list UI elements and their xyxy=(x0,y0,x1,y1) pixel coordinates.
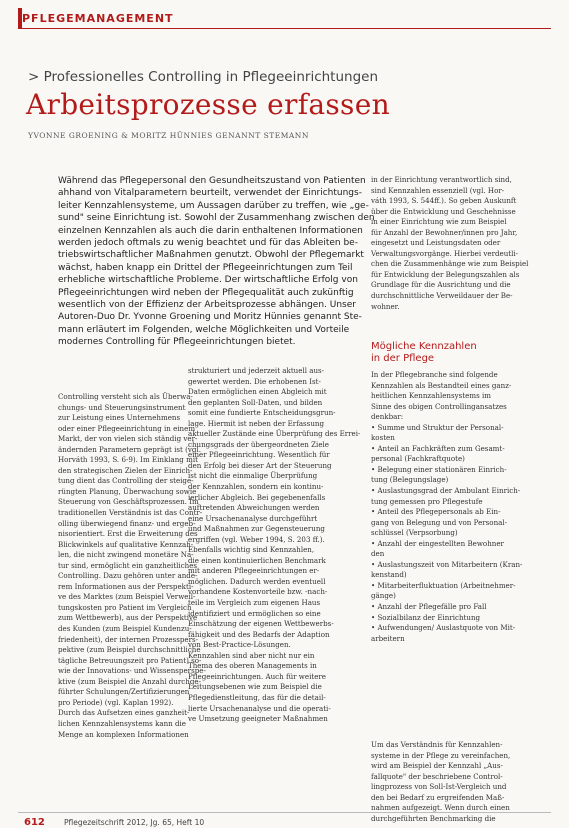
col3c-line: fallquote" der beschriebene Control- xyxy=(371,771,503,781)
col2-line: teile im Vergleich zum eigenen Haus xyxy=(188,598,321,608)
col2-line: fähigkeit und des Bedarfs der Adaption xyxy=(188,629,330,639)
col3a-line: sind Kennzahlen essenziell (vgl. Hor- xyxy=(371,185,505,195)
col3b-line: • Anteil des Pflegepersonals ab Ein- xyxy=(371,507,501,517)
col1-line: len, die nicht zwingend monetäre Na- xyxy=(58,550,194,560)
col1-line: friedenheit), der internen Prozesspers- xyxy=(58,634,199,644)
col3b-line: • Anteil an Fachkräften zum Gesamt- xyxy=(371,443,505,453)
col1-line: Controlling. Dazu gehören unter ande- xyxy=(58,571,198,581)
col2-line: ve Umsetzung geeigneter Maßnahmen xyxy=(188,714,328,724)
col3a-line: für Entwicklung der Belegungszahlen als xyxy=(371,269,520,279)
col3b-line: • Summe und Struktur der Personal- xyxy=(371,422,504,432)
col2-line: chungsgrads der übergeordneten Ziele xyxy=(188,439,329,449)
body-column-3-top xyxy=(371,175,529,312)
col1-line: oder einer Pflegeeinrichtung in einem xyxy=(58,423,196,433)
lead-line: sund" seine Einrichtung ist. Sowohl der Zusammenhang zwischen den xyxy=(58,213,375,224)
col1-line: chungs- und Steuerungsinstrument xyxy=(58,402,186,412)
col2-line: lierte Ursachenanalyse und die operati- xyxy=(188,703,331,713)
col1-line: des Kunden (zum Beispiel Kundenzu- xyxy=(58,624,192,634)
col2-line: ierlicher Abgleich. Bei gegebenenfalls xyxy=(188,492,326,502)
col1-line: Horváth 1993, S. 6-9). Im Einklang mit xyxy=(58,455,198,465)
col3b-line: • Anzahl der eingestellten Bewohner xyxy=(371,538,504,548)
col3b-line: • Mitarbeiterfluktuation (Arbeitnehmer- xyxy=(371,580,516,590)
col3a-line: in der Einrichtung verantwortlich sind, xyxy=(371,175,512,184)
article-authors: YVONNE GROENING & MORITZ HÜNNIES GENANNT STEMANN xyxy=(28,131,309,140)
col3b-line: tung gemessen pro Pflegestufe xyxy=(371,496,483,506)
heading-line: in der Pflege xyxy=(371,353,435,364)
col1-line: ve des Marktes (zum Beispiel Verweil- xyxy=(58,592,196,602)
col1-line: pektive (zum Beispiel durchschnittliche xyxy=(58,645,201,655)
col2-line: mit anderen Pflegeeinrichtungen er- xyxy=(188,566,320,576)
col3c-line: nahmen aufgezeigt. Wenn durch einen xyxy=(371,803,510,813)
col3b-line: • Sozialbilanz der Einrichtung xyxy=(371,612,481,622)
col1-line: Menge an komplexen Informationen xyxy=(58,729,189,739)
col2-line: Einschätzung der eigenen Wettbewerbs- xyxy=(188,619,334,629)
col3c-line: lingprozess von Soll-Ist-Vergleich und xyxy=(371,782,507,792)
body-column-1 xyxy=(58,392,206,740)
col3b-line: kenstand) xyxy=(371,570,407,580)
col1-line: tägliche Betreuungszeit pro Patient) so- xyxy=(58,655,202,665)
col3a-line: für Anzahl der Bewohner/innen pro Jahr, xyxy=(371,227,518,237)
article-subhead: > Professionelles Controlling in Pflegeeinrichtungen xyxy=(28,69,379,85)
col1-line: lichen Kennzahlensystems kann die xyxy=(58,718,187,728)
col3a-line: chen die Zusammenhänge wie zum Beispiel xyxy=(371,259,529,269)
lead-line: werden jedoch oftmals zu wenig beachtet und für das Ableiten be- xyxy=(58,238,358,249)
col1-line: Blickwinkels auf qualitative Kennzah- xyxy=(58,539,194,549)
col2-line: Kennzahlen sind aber nicht nur ein xyxy=(188,650,315,660)
lead-line: Während das Pflegepersonal den Gesundheitszustand von Patienten xyxy=(58,176,366,186)
col3b-line: • Belegung einer stationären Einrich- xyxy=(371,464,507,474)
col3b-line: Sinne des obigen Controllingansatzes xyxy=(371,401,507,411)
col3a-line: wohner. xyxy=(371,301,400,311)
col3b-line: Kennzahlen als Bestandteil eines ganz- xyxy=(371,380,512,390)
body-column-2 xyxy=(188,366,361,725)
col3b-line: tung (Belegungslage) xyxy=(371,475,449,485)
col2-line: vorhandene Kostenvorteile bzw. -nach- xyxy=(188,587,328,597)
lead-line: modernes Controlling für Pflegeeinrichtungen bietet. xyxy=(58,337,296,348)
col3c-line: wird am Beispiel der Kennzahl „Aus- xyxy=(371,761,503,771)
col1-line: wie der Innovations- und Wissensperspe- xyxy=(58,666,206,676)
col3c-line: systeme in der Pflege zu vereinfachen, xyxy=(371,750,511,760)
rubric-divider xyxy=(18,28,551,29)
col3b-line: gänge) xyxy=(371,591,396,601)
col2-line: lage. Hiermit ist neben der Erfassung xyxy=(188,418,325,428)
col2-line: identifiziert und ermöglichen so eine xyxy=(188,608,321,618)
col2-line: Daten ermöglichen einen Abgleich mit xyxy=(188,387,327,397)
col1-line: tung dient das Controlling der steige- xyxy=(58,476,194,486)
col3b-line: gang von Belegung und von Personal- xyxy=(371,517,508,527)
col3b-line: schlüssel (Verpsorbung) xyxy=(371,528,458,538)
col3b-line: kosten xyxy=(371,433,395,443)
col3b-line: den xyxy=(371,549,385,559)
col3a-line: váth 1993, S. 544ff.). So geben Auskunft xyxy=(371,196,517,206)
col1-line: Markt, der von vielen sich ständig ver- xyxy=(58,434,198,444)
col3a-line: in einer Einrichtung wie zum Beispiel xyxy=(371,217,507,227)
col3b-line: denkbar: xyxy=(371,412,404,422)
col2-line: der Kennzahlen, sondern ein kontinu- xyxy=(188,482,324,492)
col3b-line: • Auslastungsgrad der Ambulant Einrich- xyxy=(371,486,521,496)
lead-line: Autoren-Duo Dr. Yvonne Groening und Moritz Hünnies genannt Ste- xyxy=(58,312,362,323)
col2-line: Pflegedienstleitung, das für die detail- xyxy=(188,692,326,702)
col1-line: tur sind, ermöglicht ein ganzheitliches xyxy=(58,560,198,570)
col2-line: Ebenfalls wichtig sind Kennzahlen, xyxy=(188,545,315,555)
col2-line: von Best-Practice-Lösungen. xyxy=(188,640,291,650)
col2-line: den Erfolg bei dieser Art der Steuerung xyxy=(188,460,332,470)
col3c-line: den bei Bedarf zu ergreifenden Maß- xyxy=(371,792,505,802)
col1-line: traditionellen Verständnis ist das Contr- xyxy=(58,508,203,518)
col3b-line: In der Pflegebranche sind folgende xyxy=(371,370,498,379)
col1-line: olling überwiegend finanz- und ergeb- xyxy=(58,518,196,528)
col1-line: tungskosten pro Patient im Vergleich xyxy=(58,602,192,612)
article-title: Arbeitsprozesse erfassen xyxy=(26,88,390,121)
lead-line: einzelnen Kennzahlen als auch die darin enthaltenen Informationen xyxy=(58,225,363,236)
col3a-line: über die Entwicklung und Geschehnisse xyxy=(371,206,516,216)
lead-line: Pflegeeinrichtungen wird neben der Pflegequalität auch zukünftig xyxy=(58,287,354,298)
lead-line: erhebliche wirtschaftliche Probleme. Der wirtschaftliche Erfolg von xyxy=(58,275,358,286)
col2-line: einer Pflegeeinrichtung. Wesentlich für xyxy=(188,450,330,460)
col3a-line: eingesetzt und Leistungsdaten oder xyxy=(371,238,501,248)
section-rubric: PFLEGEMANAGEMENT xyxy=(22,12,174,25)
section-heading xyxy=(371,341,477,365)
col3b-line: arbeitern xyxy=(371,633,405,643)
col2-line: strukturiert und jederzeit aktuell aus- xyxy=(188,366,325,375)
lead-line: wächst, haben knapp ein Drittel der Pflegeeinrichtungen zum Teil xyxy=(58,262,353,273)
col1-line: den strategischen Zielen der Einrich- xyxy=(58,465,193,475)
col2-line: Thema des oberen Managements in xyxy=(188,661,317,671)
col3b-line: • Auslastungszeit von Mitarbeitern (Kran- xyxy=(371,559,523,569)
col2-line: und Maßnahmen zur Gegensteuerung xyxy=(188,524,325,534)
heading-line: Mögliche Kennzahlen xyxy=(371,341,477,352)
col2-line: somit eine fundierte Entscheidungsgrun- xyxy=(188,408,336,418)
col3b-line: heitlichen Kennzahlensystems im xyxy=(371,391,491,401)
col1-line: zum Wettbewerb), aus der Perspektive xyxy=(58,613,198,623)
col1-line: ändernden Parametern geprägt ist (vgl. xyxy=(58,444,201,454)
col2-line: Leitungsebenen wie zum Beispiel die xyxy=(188,682,322,692)
col1-line: nisorientiert. Erst die Erweiterung des xyxy=(58,529,198,539)
col3b-line: • Anzahl der Pflegefälle pro Fall xyxy=(371,602,487,612)
lead-line: ahhand von Vitalparametern beurteilt, verwendet der Einrichtungs- xyxy=(58,188,362,199)
col1-line: pro Periode) (vgl. Kaplan 1992). xyxy=(58,697,174,707)
lead-paragraph xyxy=(58,175,375,349)
col1-line: rüngten Planung, Überwachung sowie xyxy=(58,486,197,496)
col2-line: aktueller Zustände eine Überprüfung des Errei- xyxy=(188,429,361,439)
lead-line: mann erläutert im Folgenden, welche Möglichkeiten und Vorteile xyxy=(58,324,350,335)
col2-line: den geplanten Soll-Daten, und bilden xyxy=(188,397,323,407)
footer-divider xyxy=(18,812,551,813)
col2-line: gewertet werden. Die erhobenen Ist- xyxy=(188,376,321,386)
col3a-line: durchschnittliche Verweildauer der Be- xyxy=(371,291,513,301)
col2-line: ergriffen (vgl. Weber 1994, S. 203 ff.). xyxy=(188,534,325,544)
col3c-line: Um das Verständnis für Kennzahlen- xyxy=(371,740,503,749)
col1-line: führter Schulungen/Zertifizierungen xyxy=(58,687,190,697)
lead-line: leiter Kennzahlensysteme, um Aussagen darüber zu treffen, wie „ge- xyxy=(58,200,369,211)
col1-line: ktive (zum Beispiel die Anzahl durchge- xyxy=(58,676,201,686)
lead-line: wesentlich von der Effizienz der Arbeitsprozesse abhängen. Unser xyxy=(58,300,356,311)
col2-line: auftretenden Abweichungen werden xyxy=(188,503,320,513)
col2-line: ist nicht die einmalige Überprüfung xyxy=(188,471,318,481)
col3a-line: Verwaltungsvorgänge. Hierbei verdeutli- xyxy=(371,248,519,258)
journal-citation: Pflegezeitschrift 2012, Jg. 65, Heft 10 xyxy=(64,818,205,827)
col1-line: zur Leistung eines Unternehmens xyxy=(58,413,181,423)
col2-line: die einen kontinuierlichen Benchmark xyxy=(188,555,326,565)
col2-line: eine Ursachenanalyse durchgeführt xyxy=(188,513,318,523)
kennzahlen-list xyxy=(371,370,526,644)
col2-line: möglichen. Dadurch werden eventuell xyxy=(188,576,326,586)
lead-line: triebswirtschaftlicher Maßnahmen genutzt. Obwohl der Pflegemarkt xyxy=(58,250,364,261)
col3b-line: personal (Fachkraftquote) xyxy=(371,454,465,464)
col2-line: Pflegeeinrichtungen. Auch für weitere xyxy=(188,671,326,681)
col3b-line: • Aufwendungen/ Auslastquote von Mit- xyxy=(371,623,516,633)
col3c-line: durchgeführten Benchmarking die xyxy=(371,813,496,823)
col1-line: Controlling versteht sich als Überwa- xyxy=(58,392,193,401)
col3a-line: Grundlage für die Ausrichtung und die xyxy=(371,280,511,290)
col1-line: Steuerung von Geschäftsprozessen. Im xyxy=(58,497,199,507)
page-number: 612 xyxy=(24,817,45,828)
col1-line: Durch das Aufsetzen eines ganzheit- xyxy=(58,708,190,718)
col1-line: rem Informationen aus der Perspekti- xyxy=(58,581,194,591)
